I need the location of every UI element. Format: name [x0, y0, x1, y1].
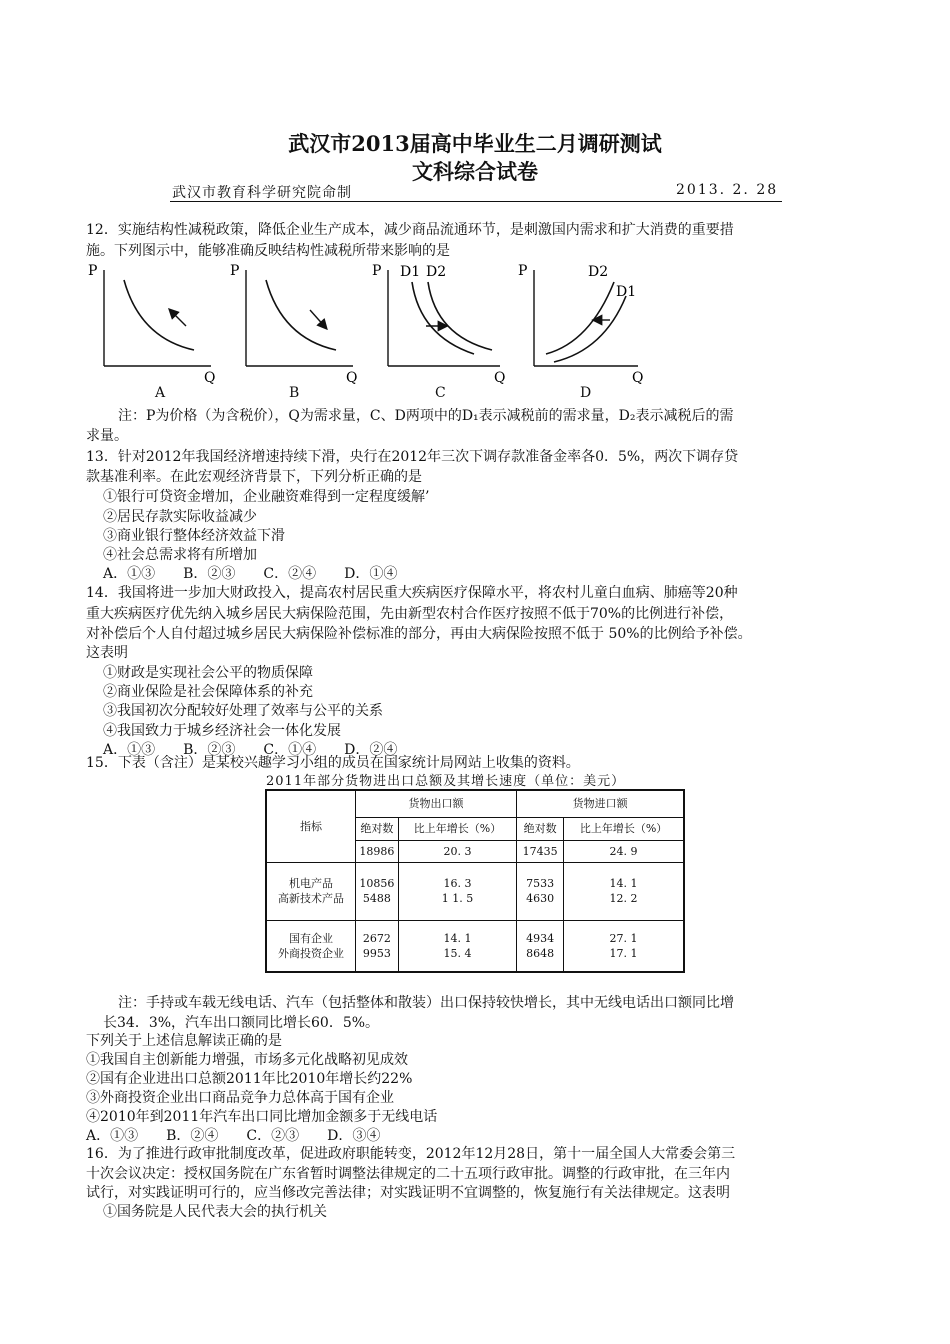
- trade-table: [265, 789, 685, 973]
- table-cell: 18986: [355, 840, 398, 862]
- q13-text-line1: 13．针对2012年我国经济增速持续下滑，央行在2012年三次下调存款准备金率各0．5%，两次下调存贷: [86, 449, 739, 465]
- q14-option-2: ②商业保险是社会保障体系的补充: [103, 684, 313, 700]
- q16-text-line3: 试行，对实践证明可行的，应当修改完善法律；对实践证明不宜调整的，恢复施行有关法律规定。这表明: [86, 1185, 730, 1201]
- table-cell: 14. 1 15. 4: [398, 920, 516, 972]
- q14-text-line4: 这表明: [86, 645, 128, 661]
- q12-note-line1: 注：P为价格（为含税价），Q为需求量，C、D两项中的D₁表示减税前的需求量，D₂表示减税后的需: [118, 408, 734, 424]
- curve-d1-label: D1: [616, 284, 637, 300]
- graph-label-b: B: [289, 385, 300, 401]
- axis-q-label: Q: [346, 370, 358, 386]
- table-cell: 10856 5488: [355, 862, 398, 920]
- table-header-export: 货物出口额: [355, 790, 516, 817]
- q13-option-3: ③商业银行整体经济效益下滑: [103, 528, 285, 544]
- q15-answers: A．①③ B．②④ C．②③ D．③④: [86, 1128, 381, 1144]
- q15-note-line2: 长34．3%，汽车出口额同比增长60．5%。: [103, 1015, 380, 1031]
- q15-text-line1: 15．下表（含注）是某校兴趣学习小组的成员在国家统计局网站上收集的资料。: [86, 755, 580, 771]
- table-cell: 机电产品 高新技术产品: [266, 862, 355, 920]
- exam-subtitle: 文科综合试卷: [412, 159, 538, 184]
- axis-p-label: P: [518, 263, 528, 279]
- table-header-abs-import: 绝对数: [517, 817, 564, 840]
- axis-p-label: P: [88, 263, 98, 279]
- q12-note-line2: 求量。: [86, 428, 128, 444]
- curve-d2-label: D2: [426, 264, 447, 280]
- axis-q-label: Q: [632, 370, 644, 386]
- table-cell: 14. 1 12. 2: [564, 862, 684, 920]
- axis-q-label: Q: [494, 370, 506, 386]
- graph-b: [228, 258, 368, 386]
- table-cell: 17435: [517, 840, 564, 862]
- q15-option-4: ④2010年到2011年汽车出口同比增加金额多于无线电话: [86, 1109, 438, 1125]
- q13-answers: A．①③ B．②③ C．②④ D．①④: [103, 566, 398, 582]
- q13-text-line2: 款基准利率。在此宏观经济背景下，下列分析正确的是: [86, 469, 422, 485]
- q15-option-2: ②国有企业进出口总额2011年比2010年增长约22%: [86, 1071, 413, 1087]
- table-cell: 4934 8648: [517, 920, 564, 972]
- q15-option-1: ①我国自主创新能力增强，市场多元化战略初见成效: [86, 1052, 408, 1068]
- q13-option-1: ①银行可贷资金增加，企业融资难得到一定程度缓解’: [103, 489, 430, 505]
- table-title: 2011年部分货物进出口总额及其增长速度（单位：美元）: [266, 774, 626, 789]
- table-cell: 24. 9: [564, 840, 684, 862]
- q16-text-line2: 十次会议决定：授权国务院在广东省暂时调整法律规定的二十五项行政审批。调整的行政审批，在三年内: [86, 1166, 730, 1182]
- exam-title: 武汉市2013届高中毕业生二月调研测试: [288, 131, 662, 156]
- q13-option-4: ④社会总需求将有所增加: [103, 547, 257, 563]
- q14-text-line3: 对补偿后个人自付超过城乡居民大病保险补偿标准的部分，再由大病保险按照不低于 50%的比例给予补偿。: [86, 626, 752, 642]
- table-header-abs-export: 绝对数: [355, 817, 398, 840]
- table-cell: 2672 9953: [355, 920, 398, 972]
- graph-label-d: D: [580, 385, 592, 401]
- table-header-import: 货物进口额: [517, 790, 684, 817]
- q14-option-1: ①财政是实现社会公平的物质保障: [103, 665, 313, 681]
- table-cell: 20. 3: [398, 840, 516, 862]
- table-row: [266, 862, 684, 920]
- q16-option-1: ①国务院是人民代表大会的执行机关: [103, 1204, 327, 1220]
- axis-q-label: Q: [204, 370, 216, 386]
- q14-text-line1: 14．我国将进一步加大财政投入，提高农村居民重大疾病医疗保障水平，将农村儿童白血病、肺癌等20种: [86, 585, 738, 601]
- table-header-growth-import: 比上年增长（%）: [564, 817, 684, 840]
- q15-prompt: 下列关于上述信息解读正确的是: [86, 1033, 282, 1049]
- q16-text-line1: 16．为了推进行政审批制度改革，促进政府职能转变，2012年12月28日，第十一届全国人大常委会第三: [86, 1146, 736, 1162]
- q15-note-line1: 注：手持或车载无线电话、汽车（包括整体和散装）出口保持较快增长，其中无线电话出口额同比增: [118, 995, 734, 1011]
- graph-a: [86, 258, 226, 386]
- table-cell: 27. 1 17. 1: [564, 920, 684, 972]
- table-cell: 国有企业 外商投资企业: [266, 920, 355, 972]
- q14-option-3: ③我国初次分配较好处理了效率与公平的关系: [103, 703, 383, 719]
- graph-label-c: C: [435, 385, 446, 401]
- graph-c: [370, 258, 512, 386]
- q15-option-3: ③外商投资企业出口商品竞争力总体高于国有企业: [86, 1090, 394, 1106]
- graph-label-a: A: [155, 385, 166, 401]
- exam-date: 2013. 2. 28: [676, 182, 779, 198]
- q14-option-4: ④我国致力于城乡经济社会一体化发展: [103, 723, 341, 739]
- axis-p-label: P: [230, 263, 240, 279]
- graph-d: [516, 258, 650, 386]
- curve-d2-label: D2: [588, 264, 609, 280]
- table-cell: 16. 3 1 1. 5: [398, 862, 516, 920]
- table-header-index: 指标: [266, 790, 355, 862]
- curve-d1-label: D1: [400, 264, 421, 280]
- q12-text-line2: 施。下列图示中，能够准确反映结构性减税所带来影响的是: [86, 243, 450, 259]
- q13-option-2: ②居民存款实际收益减少: [103, 509, 257, 525]
- q14-text-line2: 重大疾病医疗优先纳入城乡居民大病保险范围，先由新型农村合作医疗按照不低于70%的比例进行补偿，: [86, 606, 734, 622]
- table-header-growth-export: 比上年增长（%）: [398, 817, 516, 840]
- table-cell: 7533 4630: [517, 862, 564, 920]
- publisher: 武汉市教育科学研究院命制: [172, 185, 352, 201]
- q14-answers: A．①③ B．②③ C．①④ D．②④: [103, 742, 398, 758]
- table-row: [266, 920, 684, 972]
- header-underline: [170, 201, 782, 202]
- q12-text-line1: 12．实施结构性减税政策，降低企业生产成本，减少商品流通环节，是刺激国内需求和扩大消费的重要措: [86, 222, 734, 238]
- axis-p-label: P: [372, 263, 382, 279]
